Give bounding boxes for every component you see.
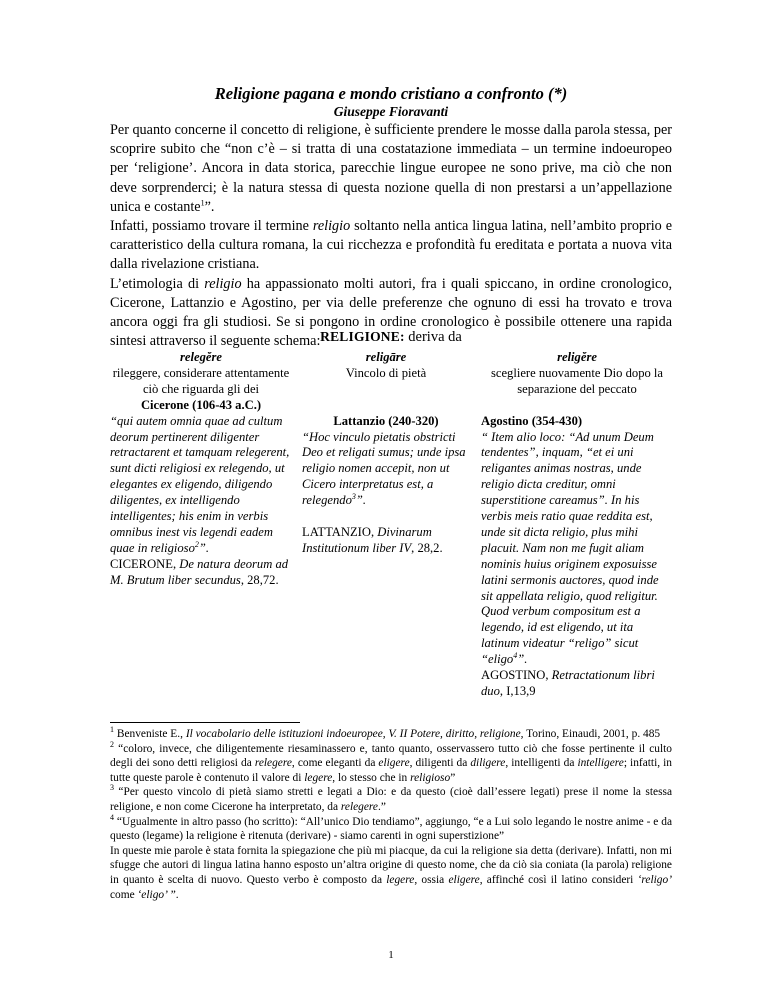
schema-heading-rest: deriva da [404,329,462,345]
etymology-gloss: Vincolo di pietà [345,365,427,380]
spacer [481,398,673,414]
ref-location: , I,13,9 [499,684,536,699]
intro-p2-text: Infatti, possiamo trovare il termine [110,218,313,235]
footnote-term: relegere [340,800,378,813]
footnote-text: , affinché così il latino consideri [479,873,638,886]
ref-location: , 28,72. [240,572,279,587]
intro-text [110,121,672,351]
term-religio: religio [312,218,351,235]
footnote-term: religioso [410,771,451,784]
ref-work: Retractationum libri duo [481,668,655,699]
intro-p3-text: L’etimologia di [110,275,205,292]
latin-quote [481,430,673,669]
intro-p1-end: ”. [204,198,215,215]
footnote-text: , lo stesso che in [332,771,411,784]
footnotes [110,727,672,902]
latin-quote [302,430,470,510]
footnote-text: In queste mie parole è stata fornita la spiegazione che più mi piacque, da cui la religione sia detta (derivare). Infatti, non mi sfugge che autori di lingua latina hanno esposto un’altra origine di questo nome, che da ciò sia coniata (la parola) religione in quanto è scelta di nuovo. Questo verbo è composto da [110,844,672,886]
footnote-text: ; infatti, in tutte queste parole è contenuto il valore di [110,757,673,784]
footnote-ref-4[interactable]: 4 [513,651,518,661]
column-author: Cicerone (106-43 a.C.) [140,397,262,412]
footnote-term: ‘religo’ [637,873,672,886]
column-head [302,350,470,382]
quote-text: “Hoc vinculo pietatis obstricti Deo et religati sumus; unde ipsa religio nomen accepit, non ut Cicero interpretatus est, a relegendo [302,429,466,508]
footnote-text: Torino, Einaudi, 2001, p. 485 [523,728,661,740]
quote-text: “qui autem omnia quae ad cultum deorum pertinerent diligenter retractarent et tamquam relegerent, sunt dicti religiosi ex relegendo, ut elegantes ex eligendo, diligendo diligentes, ex intelligendo intelligentes; his enim in verbis omnibus inest vis legendi eadem quae in religioso [110,413,290,555]
footnote-text: , diligenti da [409,757,471,770]
source-reference [481,668,673,700]
footnote-number: 4 [110,812,114,822]
etymology-word: relegĕre [180,350,222,364]
footnote-3 [110,785,672,814]
footnote-ref-3[interactable]: 3 [351,491,356,501]
footnote-text: ”. [167,888,179,901]
intro-paragraph-2 [110,217,672,275]
quote-text: “ Item alio loco: “Ad unum Deum tendentes”, inquam, “et ei uni religantes animas nostras, unde religio dicta creditur, omni superstitione careamus”. In his verbis meis ratio quae reddita est, unde sit dicta religio, plus mihi placuit. Nam non me fugit aliam nominis huius originem exposuisse latini sermonis auctores, quod inde sit appellata religio, quod religitur. Quod verbum compositum est a legendo, id est eligendo, ut ita latinum videatur “religo” sicut “eligo [481,429,659,667]
footnote-term: legere [386,873,415,886]
ref-location: , 28,2. [411,540,443,555]
page-number: 1 [388,949,394,961]
ref-work: Divinarum Institutionum liber IV [302,524,432,555]
etymology-gloss: rileggere, considerare attentamente ciò che riguarda gli dei [112,365,290,396]
footnote-2 [110,739,673,786]
footnote-term: eligere [448,873,480,886]
footnote-text: , ossia [414,873,449,886]
quote-end: ”. [355,493,367,508]
schema-heading [110,329,672,346]
footnote-4-continued [110,844,672,902]
column-head [110,350,292,398]
column-head [481,350,673,398]
footnote-text: , come eleganti da [291,757,379,770]
etymology-gloss: scegliere nuovamente Dio dopo la separazione del peccato [490,365,664,396]
schema-label: RELIGIONE: [320,329,405,344]
ref-author: CICERONE, [110,556,180,571]
footnote-term: ‘eligo’ [137,888,168,901]
footnote-term: diligere [470,757,506,770]
quote-end: ”. [517,652,528,667]
term-religio: religio [204,275,242,292]
intro-p1-text: Per quanto concerne il concetto di religione, è sufficiente prendere le mosse dalla parola stessa, per scoprire subito che “non c’è – si tratta di una costatazione immediata – un termine indoeuropeo per ‘religione’. Ancora in data storica, parecchie lingue europee ne sono prive, ma ciò che non deve sorprenderci; è la natura stessa di questa nozione quella di non prestarsi a un’appellazione unica e costante [110,122,672,215]
spacer [302,398,470,414]
etymology-word: religāre [365,350,407,364]
footnote-text: , intelligenti da [505,757,578,770]
spacer [302,509,470,525]
footnote-text: ” [450,771,456,784]
spacer [302,382,470,398]
document-title: Religione pagana e mondo cristiano a confronto (*) [214,84,568,103]
footnote-text: “Per questo vincolo di pietà siamo stretti e legati a Dio: e da questo (cioè dall’essere legati) prese il nome la stessa religione, e non come Cicerone ha interpretato, da [110,786,672,813]
footnote-term: legere [304,771,333,784]
footnote-work: Il vocabolario delle istituzioni indoeuropee, V. II Potere, diritto, religione, [185,728,524,740]
footnote-text: “Ugualmente in altro passo (ho scritto): “All’unico Dio tendiamo”, aggiungo, “e a Lui solo legando le nostre anime - e da questo (legame) la religione è ritenuta (derivare) - siamo carenti in ogni superstizione” [110,815,672,843]
footnote-term: relegere [254,757,292,770]
ref-work: De natura deorum ad M. Brutum liber secundus [110,556,289,587]
footnote-term: eligere [378,757,410,770]
quote-end: ”. [198,540,210,555]
footnote-number: 1 [110,725,114,735]
column-author: Lattanzio (240-320) [333,413,439,428]
intro-paragraph-1 [110,121,672,217]
footnote-ref-2[interactable]: 2 [194,539,199,549]
footnote-text: “coloro, invece, che diligentemente riesaminassero e, tanto quanto, osservassero tutto ciò che fosse pertinente il culto degli dei sono detti religiosi da [110,742,672,770]
schema-column-agostino [481,350,673,700]
intro-p3-end: ha appassionato molti autori, fra i quali spiccano, in ordine cronologico, Cicerone, Lattanzio e Agostino, per via delle preferenze che ognuno di essi ha trovato e trova ancora oggi fra gli studiosi. Se si pongono in ordine cronologico è possibile ottenere una rapida sintesi attraverso il seguente schema: [110,275,672,350]
footnote-text: Benveniste E., [114,728,186,740]
footnote-number: 2 [110,739,114,749]
footnote-ref-1[interactable]: 1 [200,198,205,208]
ref-author: LATTANZIO, [302,524,378,539]
source-reference [110,557,292,589]
latin-quote [110,414,292,557]
footnote-text: .” [378,800,386,813]
intro-p2-end: soltanto nella antica lingua latina, nell’ambito proprio e caratteristico della cultura romana, la cui ricchezza e profondità fu ereditata e portata a nuova vita dalla rivelazione cristiana. [110,218,673,273]
schema-column-cicerone [110,350,292,589]
ref-author: AGOSTINO, [481,668,552,683]
footnote-4 [110,812,672,844]
footnote-term: intelligere [577,757,624,770]
footnote-1 [110,727,672,742]
column-author: Agostino (354-430) [481,413,583,428]
schema-column-lattanzio [302,350,470,557]
etymology-word: religĕre [557,350,597,364]
footnote-text: come [110,888,138,901]
document-author: Giuseppe Fioravanti [333,104,449,119]
source-reference [302,525,470,557]
footnote-number: 3 [110,783,114,793]
footnote-divider [110,722,300,723]
